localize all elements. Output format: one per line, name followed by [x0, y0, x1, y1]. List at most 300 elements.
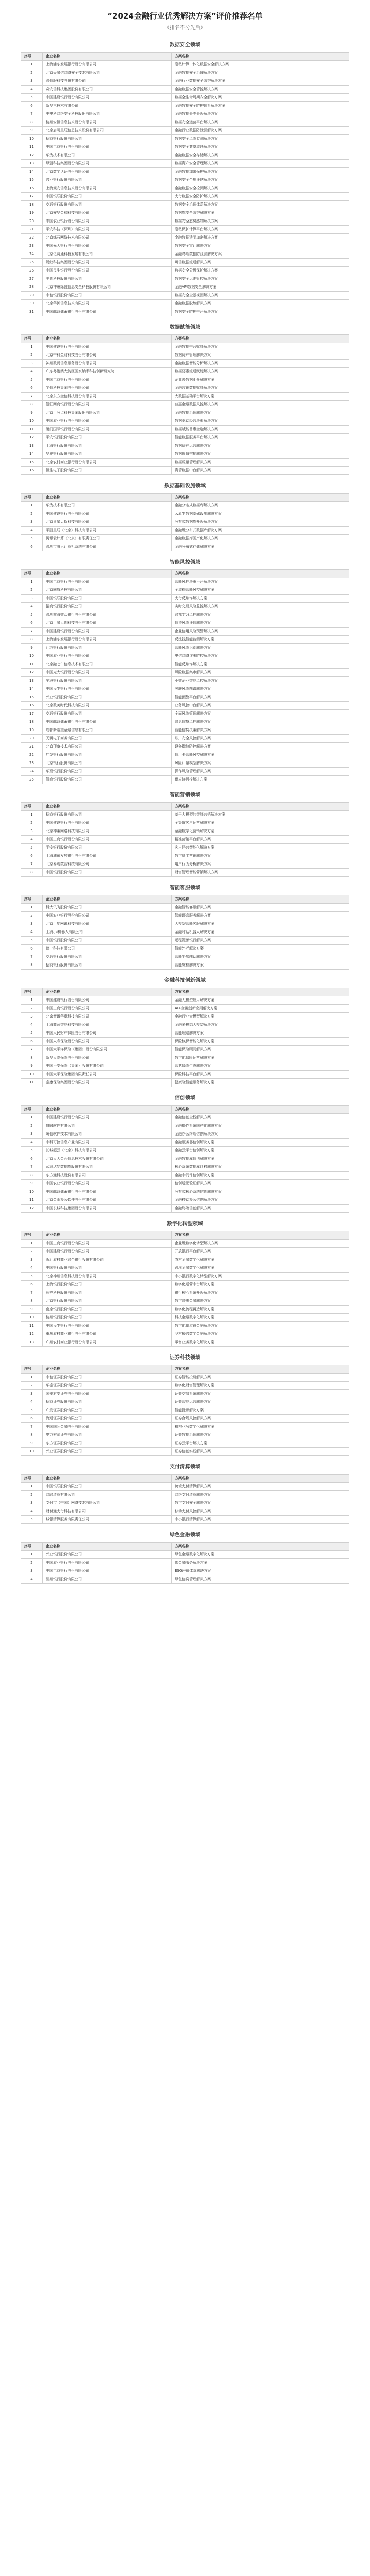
solution-name: 金融中间件信创解决方案: [172, 1172, 349, 1180]
category-table: [21, 1231, 349, 1347]
solution-name: 可信数据流通解决方案: [172, 259, 349, 267]
company-name: 平安科技（深圳）有限公司: [43, 226, 172, 234]
company-name: 中国银联股份有限公司: [43, 1483, 172, 1491]
solution-name: 绿色金融数字化解决方案: [172, 1551, 349, 1559]
solution-name: 保险核保智能化解决方案: [172, 1038, 349, 1046]
header-company: 企业名称: [43, 570, 172, 578]
header-num: 序号: [21, 335, 43, 343]
header-num: 序号: [21, 1543, 43, 1551]
row-number: 3: [21, 360, 43, 368]
solution-name: 供应链风控解决方案: [172, 776, 349, 784]
company-name: 绿盟科技集团股份有限公司: [43, 160, 172, 168]
solution-name: 大模型智能客服解决方案: [172, 920, 349, 928]
row-number: 2: [21, 1382, 43, 1390]
row-number: 15: [21, 176, 43, 184]
row-number: 2: [21, 1559, 43, 1567]
header-num: 序号: [21, 895, 43, 904]
company-name: 北京金山办公软件股份有限公司: [43, 1196, 172, 1205]
row-number: 11: [21, 426, 43, 434]
solution-name: 支付数据安全防护解决方案: [172, 193, 349, 201]
table-row: [21, 1567, 349, 1575]
row-number: 25: [21, 776, 43, 784]
company-name: 北京银行股份有限公司: [43, 1297, 172, 1306]
header-solution: 方案名称: [172, 1475, 349, 1483]
row-number: 2: [21, 912, 43, 920]
company-name: 上海浦东发展银行股份有限公司: [43, 852, 172, 860]
solution-name: 金融数据中台赋能解决方案: [172, 343, 349, 351]
company-name: 北京同盾科技有限公司: [43, 586, 172, 595]
solution-name: 智能外呼解决方案: [172, 945, 349, 953]
row-number: 26: [21, 267, 43, 275]
row-number: 1: [21, 1551, 43, 1559]
table-row: [21, 1314, 349, 1322]
row-number: 9: [21, 644, 43, 652]
company-name: 海通证券股份有限公司: [43, 1415, 172, 1423]
solution-name: 数据赋能普惠金融解决方案: [172, 426, 349, 434]
company-name: 中国银行股份有限公司: [43, 1264, 172, 1273]
solution-name: 操作风险管理解决方案: [172, 768, 349, 776]
table-row: [21, 586, 349, 595]
table-row: [21, 308, 349, 316]
header-num: 序号: [21, 1475, 43, 1483]
row-number: 1: [21, 578, 43, 586]
table-row: [21, 283, 349, 292]
category-title: 金融科技创新领域: [164, 978, 206, 984]
solution-name: 金融对话机器人解决方案: [172, 928, 349, 937]
row-number: 3: [21, 77, 43, 86]
company-name: 中国人寿保险股份有限公司: [43, 1038, 172, 1046]
document-note: （排名不分先后）: [164, 25, 206, 31]
solution-name: 数字化运营中台解决方案: [172, 1281, 349, 1289]
table-row: [21, 1559, 349, 1567]
solution-name: AI+金融创新应用解决方案: [172, 1005, 349, 1013]
row-number: 8: [21, 401, 43, 409]
solution-name: 智慧保险生态解决方案: [172, 1062, 349, 1071]
table-row: [21, 368, 349, 376]
table-row: [21, 459, 349, 467]
row-number: 1: [21, 502, 43, 510]
row-number: 10: [21, 1188, 43, 1196]
row-number: 3: [21, 1256, 43, 1264]
solution-name: 精准营销平台解决方案: [172, 836, 349, 844]
company-name: 兴业证券股份有限公司: [43, 1448, 172, 1456]
solution-name: 金融数据安全治理解决方案: [172, 69, 349, 77]
company-name: 上海浦东发展银行股份有限公司: [43, 61, 172, 69]
company-name: 中电科网络安全科技股份有限公司: [43, 110, 172, 118]
solution-name: 数据价值挖掘解决方案: [172, 450, 349, 459]
solution-name: 金融数据安全管控解决方案: [172, 86, 349, 94]
company-name: 中国建设银行股份有限公司: [43, 94, 172, 102]
row-number: 7: [21, 1046, 43, 1054]
solution-name: 金融数据透明加密解决方案: [172, 234, 349, 242]
category-table: [21, 1542, 349, 1584]
table-row: [21, 110, 349, 118]
row-number: 5: [21, 1516, 43, 1524]
table-row: [21, 660, 349, 669]
company-name: 中国建设银行股份有限公司: [43, 628, 172, 636]
row-number: 17: [21, 193, 43, 201]
solution-name: 云原生数据基础设施解决方案: [172, 510, 349, 518]
row-number: 16: [21, 467, 43, 475]
category-title: 信创领域: [175, 1095, 195, 1101]
row-number: 9: [21, 127, 43, 135]
company-name: 宁波银行股份有限公司: [43, 677, 172, 685]
company-name: 国泰君安证券股份有限公司: [43, 1390, 172, 1398]
table-row: [21, 1062, 349, 1071]
table-row: [21, 1155, 349, 1163]
solution-name: 金融信创全栈解决方案: [172, 1114, 349, 1122]
row-number: 5: [21, 1273, 43, 1281]
row-number: 1: [21, 1114, 43, 1122]
table-row: [21, 644, 349, 652]
company-name: 中国光大银行股份有限公司: [43, 242, 172, 250]
table-row: [21, 393, 349, 401]
solution-name: 农村金融数字化解决方案: [172, 1256, 349, 1264]
company-name: 招商银行股份有限公司: [43, 811, 172, 819]
solution-name: 数据全生命周期安全解决方案: [172, 94, 349, 102]
company-name: 广东粤港澳大湾区国家纳米科技创新研究院: [43, 368, 172, 376]
company-name: 华为技术有限公司: [43, 151, 172, 160]
company-name: 申万宏源证券有限公司: [43, 1431, 172, 1439]
company-name: 中国建设银行股份有限公司: [43, 1114, 172, 1122]
row-number: 3: [21, 1567, 43, 1575]
solution-name: 数字员工营销解决方案: [172, 852, 349, 860]
solution-name: 证券智能运营解决方案: [172, 1398, 349, 1406]
solution-name: 智能保险顾问解决方案: [172, 1046, 349, 1054]
table-row: [21, 1038, 349, 1046]
row-number: 6: [21, 1038, 43, 1046]
row-number: 3: [21, 827, 43, 836]
header-num: 序号: [21, 1231, 43, 1240]
company-name: 北京天融信网络安全技术有限公司: [43, 69, 172, 77]
solution-name: 数据安全防护中台解决方案: [172, 308, 349, 316]
company-name: 北京中科金财科技股份有限公司: [43, 351, 172, 360]
header-solution: 方案名称: [172, 570, 349, 578]
company-name: 中国民生银行股份有限公司: [43, 267, 172, 275]
company-name: 北京顶象技术有限公司: [43, 743, 172, 751]
company-name: 中国光大银行股份有限公司: [43, 669, 172, 677]
table-row: [21, 527, 349, 535]
solution-name: 金融数据加密保护解决方案: [172, 168, 349, 176]
solution-name: 跨境支付清算解决方案: [172, 1483, 349, 1491]
table-row: [21, 1079, 349, 1087]
row-number: 4: [21, 1575, 43, 1584]
row-number: 10: [21, 652, 43, 660]
company-name: 杭州银行股份有限公司: [43, 1314, 172, 1322]
company-name: 上海浦东发展银行股份有限公司: [43, 636, 172, 644]
table-row: [21, 510, 349, 518]
table-row: [21, 1374, 349, 1382]
row-number: 10: [21, 1071, 43, 1079]
company-name: 中国民生银行股份有限公司: [43, 1322, 172, 1330]
company-name: 招商银行股份有限公司: [43, 135, 172, 143]
solution-name: 金融数字化营销解决方案: [172, 827, 349, 836]
category-table: [21, 493, 349, 551]
row-number: 6: [21, 1415, 43, 1423]
company-name: 北京启明星辰信息技术股份有限公司: [43, 127, 172, 135]
solution-name: 客户经营智能化解决方案: [172, 844, 349, 852]
table-row: [21, 819, 349, 827]
row-number: 11: [21, 143, 43, 151]
table-row: [21, 768, 349, 776]
table-row: [21, 1264, 349, 1273]
company-name: 招商银行股份有限公司: [43, 961, 172, 970]
table-row: [21, 176, 349, 184]
solution-name: 小微企业智能风控解决方案: [172, 677, 349, 685]
table-row: [21, 1423, 349, 1431]
row-number: 5: [21, 1147, 43, 1155]
table-row: [21, 759, 349, 768]
row-number: 13: [21, 677, 43, 685]
category-table: [21, 1105, 349, 1213]
sections-container: [21, 40, 349, 1584]
row-number: 2: [21, 351, 43, 360]
solution-name: 智能理赔解决方案: [172, 1029, 349, 1038]
solution-name: 远程视频银行解决方案: [172, 937, 349, 945]
table-row: [21, 184, 349, 193]
table-row: [21, 450, 349, 459]
solution-name: 数字化流程再造解决方案: [172, 1306, 349, 1314]
table-row: [21, 1382, 349, 1390]
solution-name: 关联风险图谱解决方案: [172, 685, 349, 693]
solution-name: 企业级数字化转型解决方案: [172, 1240, 349, 1248]
table-row: [21, 300, 349, 308]
row-number: 16: [21, 184, 43, 193]
table-header-row: [21, 988, 349, 996]
company-name: 交通银行股份有限公司: [43, 953, 172, 961]
company-name: 广发证券股份有限公司: [43, 1406, 172, 1415]
solution-name: 金融大模型应用解决方案: [172, 996, 349, 1005]
table-row: [21, 1297, 349, 1306]
table-row: [21, 726, 349, 735]
table-row: [21, 1240, 349, 1248]
row-number: 3: [21, 1130, 43, 1139]
company-name: 中国建设银行股份有限公司: [43, 996, 172, 1005]
solution-name: 中小银行清算解决方案: [172, 1516, 349, 1524]
header-solution: 方案名称: [172, 494, 349, 502]
solution-name: 金融操作系统国产化解决方案: [172, 1122, 349, 1130]
solution-name: 核心系统数据库迁移解决方案: [172, 1163, 349, 1172]
table-row: [21, 852, 349, 860]
row-number: 6: [21, 1155, 43, 1163]
company-name: 中国建设银行股份有限公司: [43, 510, 172, 518]
table-row: [21, 652, 349, 660]
solution-name: 零售业务数字化解决方案: [172, 1338, 349, 1347]
company-name: 中国工商银行股份有限公司: [43, 1567, 172, 1575]
header-company: 企业名称: [43, 803, 172, 811]
table-header-row: [21, 895, 349, 904]
table-row: [21, 160, 349, 168]
table-row: [21, 1130, 349, 1139]
table-row: [21, 442, 349, 450]
solution-name: 数据要素流通赋能解决方案: [172, 368, 349, 376]
company-name: 恒生电子股份有限公司: [43, 467, 172, 475]
table-row: [21, 226, 349, 234]
row-number: 4: [21, 368, 43, 376]
row-number: 3: [21, 1013, 43, 1021]
table-row: [21, 376, 349, 384]
category-title: 智能风控领域: [170, 560, 200, 565]
table-row: [21, 1196, 349, 1205]
solution-name: 金融数据安全防护体系解决方案: [172, 102, 349, 110]
company-name: 华夏银行股份有限公司: [43, 768, 172, 776]
solution-name: 智能反欺诈解决方案: [172, 660, 349, 669]
solution-name: 数据资产安全管理解决方案: [172, 160, 349, 168]
row-number: 7: [21, 860, 43, 869]
row-number: 12: [21, 1330, 43, 1338]
company-name: 城银清算服务有限责任公司: [43, 1516, 172, 1524]
company-name: 北京农村商业银行股份有限公司: [43, 459, 172, 467]
company-name: 深圳市腾讯计算机系统有限公司: [43, 543, 172, 551]
row-number: 4: [21, 1139, 43, 1147]
solution-name: 数据安全合规评估解决方案: [172, 176, 349, 184]
row-number: 5: [21, 937, 43, 945]
row-number: 3: [21, 1499, 43, 1507]
table-row: [21, 578, 349, 586]
solution-name: 反洗钱智能监测解决方案: [172, 636, 349, 644]
row-number: 6: [21, 384, 43, 393]
company-name: 中国建设银行股份有限公司: [43, 343, 172, 351]
solution-name: 开放银行平台解决方案: [172, 1248, 349, 1256]
row-number: 21: [21, 743, 43, 751]
table-row: [21, 1499, 349, 1507]
solution-name: 数据安全风险监测解决方案: [172, 135, 349, 143]
company-name: 神州数码信息服务股份有限公司: [43, 360, 172, 368]
table-row: [21, 1483, 349, 1491]
row-number: 5: [21, 1029, 43, 1038]
company-name: 交通银行股份有限公司: [43, 201, 172, 209]
table-row: [21, 535, 349, 543]
company-name: 浙江网商银行股份有限公司: [43, 401, 172, 409]
solution-name: 企业级数据湖仓解决方案: [172, 376, 349, 384]
solution-name: 数据安全运维管控解决方案: [172, 275, 349, 283]
solution-name: 金融营销数据赋能解决方案: [172, 384, 349, 393]
company-name: 追一科技有限公司: [43, 945, 172, 953]
solution-name: 智能数据服务平台解决方案: [172, 434, 349, 442]
company-name: 北京数美时代科技有限公司: [43, 702, 172, 710]
row-number: 6: [21, 945, 43, 953]
row-number: 1: [21, 904, 43, 912]
table-row: [21, 1013, 349, 1021]
category-table: [21, 334, 349, 475]
solution-name: 联邦学习风控解决方案: [172, 611, 349, 619]
row-number: 4: [21, 928, 43, 937]
solution-name: 智能风控决策平台解决方案: [172, 578, 349, 586]
company-name: 中国民生银行股份有限公司: [43, 685, 172, 693]
table-row: [21, 1005, 349, 1013]
row-number: 10: [21, 1448, 43, 1456]
company-name: 新华三技术有限公司: [43, 102, 172, 110]
company-name: 中信证券股份有限公司: [43, 1374, 172, 1382]
table-row: [21, 1415, 349, 1423]
header-company: 企业名称: [43, 1475, 172, 1483]
company-name: 北京智谱华章科技有限公司: [43, 1013, 172, 1021]
table-row: [21, 234, 349, 242]
header-solution: 方案名称: [172, 1543, 349, 1551]
header-company: 企业名称: [43, 1106, 172, 1114]
table-row: [21, 118, 349, 127]
solution-name: 智能信贷决策解决方案: [172, 726, 349, 735]
company-name: 招商银行股份有限公司: [43, 603, 172, 611]
company-name: 北京东方金信科技股份有限公司: [43, 393, 172, 401]
company-name: 深信服科技股份有限公司: [43, 77, 172, 86]
row-number: 14: [21, 685, 43, 693]
table-row: [21, 1390, 349, 1398]
table-row: [21, 1448, 349, 1456]
row-number: 14: [21, 168, 43, 176]
company-name: 武汉达梦数据库股份有限公司: [43, 1163, 172, 1172]
company-name: 广发银行股份有限公司: [43, 751, 172, 759]
table-row: [21, 669, 349, 677]
company-name: 杭州安恒信息技术股份有限公司: [43, 118, 172, 127]
row-number: 30: [21, 300, 43, 308]
solution-name: 乡村振兴数字金融解决方案: [172, 1330, 349, 1338]
category-title: 绿色金融领域: [170, 1532, 200, 1538]
table-row: [21, 827, 349, 836]
table-row: [21, 677, 349, 685]
company-name: 上海银行股份有限公司: [43, 1281, 172, 1289]
solution-name: 智能投顾解决方案: [172, 1406, 349, 1415]
company-name: 腾讯云计算（北京）有限责任公司: [43, 535, 172, 543]
row-number: 1: [21, 1374, 43, 1382]
header-num: 序号: [21, 570, 43, 578]
solution-name: 普惠信贷风控解决方案: [172, 718, 349, 726]
solution-name: 智能质检解决方案: [172, 961, 349, 970]
row-number: 6: [21, 543, 43, 551]
company-name: 奇安信科技集团股份有限公司: [43, 86, 172, 94]
table-row: [21, 86, 349, 94]
company-name: 中国银联股份有限公司: [43, 595, 172, 603]
table-row: [21, 920, 349, 928]
company-name: 中国邮政储蓄银行股份有限公司: [43, 718, 172, 726]
company-name: 北京百分点科技集团股份有限公司: [43, 409, 172, 417]
solution-name: 网络支付清算解决方案: [172, 1491, 349, 1499]
row-number: 24: [21, 250, 43, 259]
row-number: 11: [21, 1196, 43, 1205]
company-name: 兴业银行股份有限公司: [43, 1551, 172, 1559]
table-row: [21, 945, 349, 953]
solution-name: 大数据基础平台解决方案: [172, 393, 349, 401]
header-company: 企业名称: [43, 494, 172, 502]
solution-name: 全渠道客户运营解决方案: [172, 819, 349, 827]
table-row: [21, 1575, 349, 1584]
solution-name: 证券智能投研解决方案: [172, 1374, 349, 1382]
company-name: 中国工商银行股份有限公司: [43, 376, 172, 384]
solution-name: 资管数据中台解决方案: [172, 467, 349, 475]
solution-name: 智能预警平台解决方案: [172, 693, 349, 702]
company-name: 浙商银行股份有限公司: [43, 776, 172, 784]
solution-name: 基于大模型的智能营销解决方案: [172, 811, 349, 819]
row-number: 13: [21, 1338, 43, 1347]
row-number: 22: [21, 234, 43, 242]
table-row: [21, 1248, 349, 1256]
solution-name: 财富管理智能营销解决方案: [172, 869, 349, 877]
row-number: 6: [21, 852, 43, 860]
table-row: [21, 1180, 349, 1188]
header-solution: 方案名称: [172, 1365, 349, 1374]
table-row: [21, 417, 349, 426]
company-name: 北京奥星贝斯科技有限公司: [43, 518, 172, 527]
solution-name: 分布式数据库升级解决方案: [172, 518, 349, 527]
table-row: [21, 710, 349, 718]
company-name: 兴业银行股份有限公司: [43, 176, 172, 184]
header-solution: 方案名称: [172, 53, 349, 61]
header-company: 企业名称: [43, 988, 172, 996]
company-name: 中国农业银行股份有限公司: [43, 217, 172, 226]
solution-name: 数字普惠金融解决方案: [172, 1297, 349, 1306]
row-number: 1: [21, 811, 43, 819]
company-name: 中国建设银行股份有限公司: [43, 819, 172, 827]
